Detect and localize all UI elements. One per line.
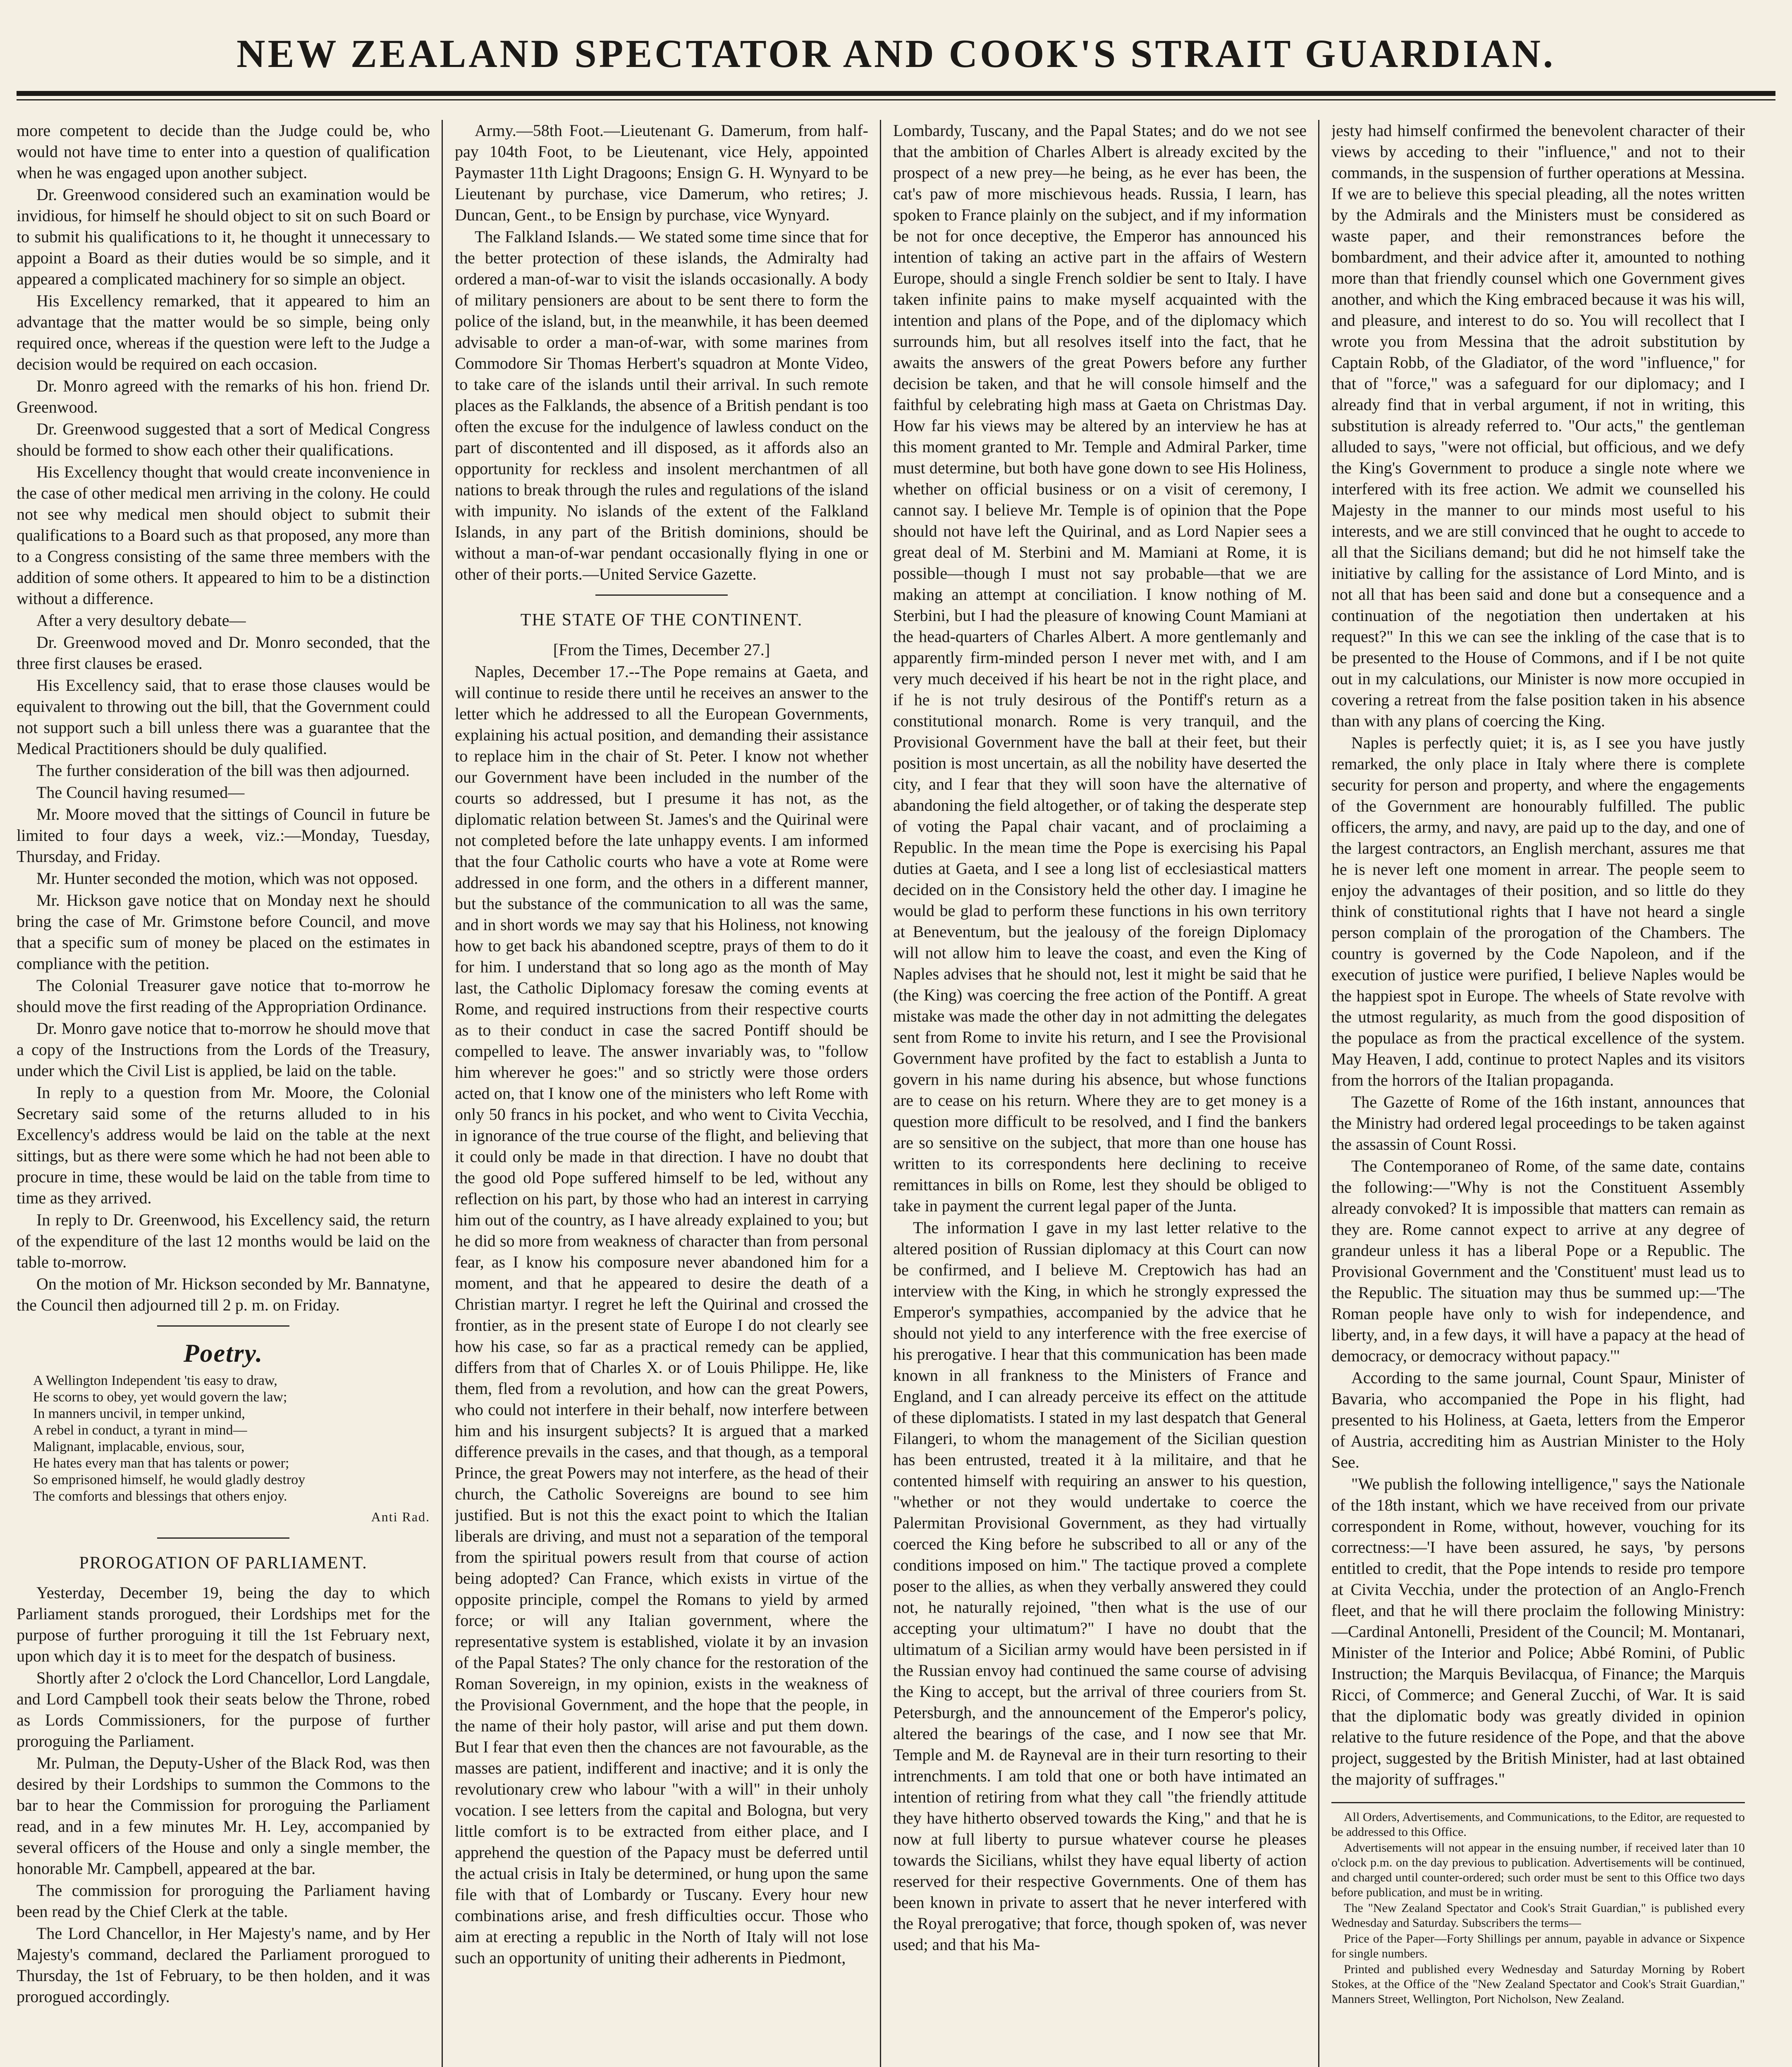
verse-line: In manners uncivil, in temper unkind, (33, 1406, 245, 1421)
article-paragraph: The further consideration of the bill was then adjourned. (36, 761, 410, 780)
article-paragraph: The Gazette of Rome of the 16th instant, announces that the Ministry had ordered legal proceedings to be taken against the assassin of Count Rossi. (1331, 1093, 1745, 1153)
article-paragraph: The Council having resumed— (36, 783, 245, 802)
column-divider (442, 120, 443, 2067)
section-heading: PROROGATION OF PARLIAMENT. (79, 1554, 368, 1573)
poetry-heading: Poetry. (183, 1339, 263, 1368)
section-heading: THE STATE OF THE CONTINENT. (520, 611, 803, 630)
article-paragraph: According to the same journal, Count Spaur, Minister of Bavaria, who accompanied the Pope in his flight, had presented to his Holiness, at Gaeta, letters from the Emperor of Austria, accrediting him as Austrian Minister to the Holy See. (1331, 1368, 1745, 1471)
article-paragraph: Dr. Greenwood considered such an examination would be invidious, for himself he should object to sit on such Board or to submit his qualifications to it, he thought it unnecessary to appoint a Board as their duties would be so simple, and it appeared a complicated machinery for so simple an object. (17, 185, 430, 288)
article-paragraph: His Excellency said, that to erase those clauses would be equivalent to throwing out the bill, that the Government could not support such a bill unless there was a guarantee that the Medical Practitioners should be duly qualified. (17, 676, 430, 758)
verse-line: The comforts and blessings that others enjoy. (33, 1489, 287, 1504)
article-paragraph: His Excellency thought that would create inconvenience in the case of other medical men arriving in the colony. He could not see why medical men should object to submit their qualifications to a Board such as that proposed, any more than to a Congress consisting of the same three members with the addition of some others. It appeared to him to be a distinction without a difference. (17, 463, 430, 608)
article-paragraph: Yesterday, December 19, being the day to which Parliament stands prorogued, their Lordships met for the purpose of further proroguing it till the 1st February next, upon which day it is to meet for the despatch of business. (17, 1583, 430, 1665)
column-divider (880, 120, 881, 2067)
article-paragraph: In reply to Dr. Greenwood, his Excellency said, the return of the expenditure of the last 12 months would be laid on the table to-morrow. (17, 1210, 430, 1271)
verse-line: He hates every man that has talents or power; (33, 1456, 289, 1471)
article-paragraph: In reply to a question from Mr. Moore, the Colonial Secretary said some of the returns alluded to in his Excellency's address would be laid on the table at the next sittings, but as there were some which he had not been able to procure in time, these would be laid on the table from time to time as they arrived. (17, 1083, 430, 1207)
notice-line: Price of the Paper—Forty Shillings per annum, payable in advance or Sixpence for single numbers. (1331, 1932, 1745, 1960)
article-paragraph: Army.—58th Foot.—Lieutenant G. Damerum, from half-pay 104th Foot, to be Lieutenant, vice Hely, appointed Paymaster 11th Light Dragoons; Ensign G. H. Wynyard to be Lieutenant by purchase, vice Damerum, who retires; J. Duncan, Gent., to be Ensign by purchase, vice Wynyard. (455, 121, 868, 224)
article-paragraph: Mr. Pulman, the Deputy-Usher of the Black Rod, was then desired by their Lordships to summon the Commons to the bar to hear the Commission for proroguing the Parliament read, and in a few minutes Mr. H. Ley, accompanied by several officers of the House and only a single member, the honorable Mr. Campbell, appeared at the bar. (17, 1754, 430, 1878)
article-paragraph: Mr. Hickson gave notice that on Monday next he should bring the case of Mr. Grimstone before Council, and move that a specific sum of money be placed on the estimates in compliance with the petition. (17, 891, 430, 973)
notice-line: The "New Zealand Spectator and Cook's Strait Guardian," is published every Wednesday and Saturday. Subscribers the terms— (1331, 1901, 1745, 1930)
column-4 (1331, 120, 1745, 2067)
notice-line: All Orders, Advertisements, and Communications, to the Editor, are requested to be addressed to this Office. (1331, 1810, 1745, 1839)
article-paragraph: After a very desultory debate— (36, 611, 246, 630)
masthead-rule-thin (17, 99, 1775, 100)
article-paragraph: Shortly after 2 o'clock the Lord Chancellor, Lord Langdale, and Lord Campbell took their seats below the Throne, robed as Lords Commissioners, for the purpose of further proroguing the Parliament. (17, 1668, 430, 1750)
article-paragraph: Dr. Greenwood moved and Dr. Monro seconded, that the three first clauses be erased. (17, 633, 430, 673)
article-paragraph: The Lord Chancellor, in Her Majesty's name, and by Her Majesty's command, declared the Parliament prorogued to Thursday, the 1st of February, to be then holden, and it was prorogued accordingly. (17, 1924, 430, 2006)
source-note: [From the Times, December 27.] (553, 640, 770, 659)
article-paragraph: more competent to decide than the Judge could be, who would not have time to enter into a question of qualification when he was engaged upon another subject. (17, 121, 430, 182)
masthead-title: NEW ZEALAND SPECTATOR AND COOK'S STRAIT GUARDIAN. (237, 31, 1555, 76)
section-separator (595, 594, 728, 596)
notice-line: Advertisements will not appear in the ensuing number, if received later than 10 o'clock p.m. on the day previous to publication. Advertisements will be continued, and charged until counter-ordered; such order must be sent to this Office two days before publication, and must be in writing. (1331, 1841, 1745, 1899)
column-2 (455, 120, 868, 2067)
article-paragraph: Mr. Moore moved that the sittings of Council in future be limited to four days a week, viz.:—Monday, Tuesday, Thursday, and Friday. (17, 805, 430, 866)
article-paragraph: Mr. Hunter seconded the motion, which was not opposed. (36, 869, 418, 888)
masthead-rule-thick (17, 91, 1775, 96)
article-paragraph: "We publish the following intelligence," says the Nationale of the 18th instant, which we have received from our private correspondent in Rome, without, however, vouching for its correctness:—'I have been assured, he says, 'by persons entitled to credit, that the Pope intends to reside pro tempore at Civita Vecchia, under the protection of an Anglo-French fleet, and that he will there proclaim the following Ministry:—Cardinal Antonelli, President of the Council; M. Montanari, Minister of the Interior and Police; Abbé Romini, of Public Instruction; the Marquis Bevilacqua, of Finance; the Marquis Ricci, of Commerce; and General Zucchi, of War. It is said that the diplomatic body was greatly divided in opinion relative to the future residence of the Pope, and that the above project, suggested by the British Minister, had at last obtained the majority of suffrages." (1331, 1475, 1745, 1788)
column-3 (893, 120, 1307, 2067)
article-paragraph: On the motion of Mr. Hickson seconded by Mr. Bannatyne, the Council then adjourned till 2 p. m. on Friday. (17, 1275, 430, 1314)
article-paragraph: The Falkland Islands.— We stated some time since that for the better protection of these islands, the Admiralty had ordered a man-of-war to visit the islands occasionally. A body of military pensioners are about to be sent there to form the police of the island, but, in the meanwhile, it has been deemed advisable to order a man-of-war, with some marines from Commodore Sir Thomas Herbert's squadron at Monte Video, to take care of the islands until their arrival. In such remote places as the Falklands, the absence of a British pendant is too often the excuse for the indulgence of lawless conduct on the part of discontented and ill disposed, as it affords also an opportunity for reckless and insolent merchantmen of all nations to break through the rules and regulations of the island with impunity. No islands of the extent of the Falkland Islands, in any part of the British dominions, should be without a man-of-war pendant occasionally flying in one or other of their ports.—United Service Gazette. (455, 227, 868, 583)
verse-line: He scorns to obey, yet would govern the law; (33, 1389, 287, 1405)
verse-line: Malignant, implacable, envious, sour, (33, 1439, 245, 1454)
verse-line: So emprisoned himself, he would gladly destroy (33, 1472, 306, 1487)
article-paragraph: Lombardy, Tuscany, and the Papal States; and do we not see that the ambition of Charles Albert is already excited by the prospect of a new prey—he being, as he ever has been, the cat's paw of more mischievous heads. Russia, I learn, has spoken to France plainly on the subject, and if my information be not for once deceptive, the Emperor has announced his intention of taking an active part in the affairs of Western Europe, should a single French soldier be sent to Italy. I have taken infinite pains to make myself acquainted with the intention and plans of the Pope, and of the diplomacy which surrounds him, but all resolves itself into the fact, that he awaits the answers of the great Powers before any further decision be taken, and that he will console himself and the faithful by celebrating high mass at Gaeta on Christmas Day. How far his views may be altered by an interview he has at this moment granted to Mr. Temple and Admiral Parker, time must determine, but both have gone down to see His Holiness, whether on official business or on a visit of ceremony, I cannot say. I believe Mr. Temple is of opinion that the Pope should not have left the Quirinal, and as Lord Napier sees a great deal of M. Sterbini and M. Mamiani at Rome, it is possible—though I must not say probable—that we are making an attempt at conciliation. I know nothing of M. Sterbini, but I had the pleasure of knowing Count Mamiani at the head-quarters of Charles Albert. A more gentlemanly and apparently firm-minded person I never met with, and I am very much deceived if his heart be not in the right place, and if he is not truly desirous of the Pontiff's return as a constitutional monarch. Rome is very tranquil, and the Provisional Government have the ball at their feet, but their position is most uncertain, as all the nobility have deserted the city, and I fear that they will soon have the alternative of abandoning the field altogether, or of taking the desperate step of voting the Papal chair vacant, and of proclaiming a Republic. In the mean time the Pope is exercising his Papal duties at Gaeta, and I see a long list of ecclesiastical matters decided on in the Consistory held the other day. I imagine he would be glad to perform these functions in his own territory at Beneventum, but the jealousy of the foreign Diplomacy will not allow him to leave the coast, and even the King of Naples advises that he should not, lest it might be said that he (the King) was coercing the free action of the Pontiff. A great mistake was made the other day in not admitting the delegates sent from Rome to invite his return, and I see the Provisional Government have profited by the fact to establish a Junta to govern in his name during his absence, but whose functions are to cease on his return. Where they are to get money is a question more difficult to be resolved, and I find the bankers are so sensitive on the subject, that more than one house has written to its correspondents here declining to receive remittances in bills on Rome, lest they should be obliged to take in payment the current legal paper of the Junta. (893, 121, 1307, 1215)
article-paragraph: Naples is perfectly quiet; it is, as I see you have justly remarked, the only place in Italy where there is complete security for person and property, and where the engagements of the Government are honourably fulfilled. The public officers, the army, and navy, are paid up to the day, and one of the largest contractors, an English merchant, assures me that he is never left one moment in arrear. The people seem to enjoy the advantages of their position, and so little do they think of constitutional rights that I have not heard a single person complain of the prorogation of the Chambers. The country is governed by the Code Napoleon, and if the execution of justice were purified, I believe Naples would be the happiest spot in Europe. The wheels of State revolve with the utmost regularity, as much from the good disposition of the populace as from the practical excellence of the system. May Heaven, I add, continue to protect Naples and its visitors from the horrors of the Italian propaganda. (1331, 733, 1745, 1089)
column-divider (1318, 120, 1319, 2067)
section-separator (157, 1325, 289, 1327)
column-1 (17, 120, 430, 2067)
notice-line: Printed and published every Wednesday and Saturday Morning by Robert Stokes, at the Office of the "New Zealand Spectator and Cook's Strait Guardian," Manners Street, Wellington, Port Nicholson, New Zealand. (1331, 1962, 1745, 2006)
article-paragraph: His Excellency remarked, that it appeared to him an advantage that the matter would be so simple, being only required once, whereas if the question were left to the Judge a decision would be required on each occasion. (17, 291, 430, 373)
verse-line: A Wellington Independent 'tis easy to draw, (33, 1373, 277, 1388)
article-paragraph: The information I gave in my last letter relative to the altered position of Russian diplomacy at this Court can now be confirmed, and I believe M. Creptowich has had an interview with the King, in which he strongly expressed the Emperor's sympathies, accompanied by the advice that he should not yield to any interference with the free exercise of his prerogative. I hear that this communication has been made known in all frankness to the Ministers of France and England, and I can already perceive its effect on the attitude of these diplomatists. I stated in my last despatch that General Filangeri, to whom the management of the Sicilian question has been entrusted, treated it à la militaire, and that he contented himself with requiring an answer to his question, "whether or not they would undertake to coerce the Palermitan Provisional Government, as they had virtually coerced the King before he subscribed to all or any of the conditions imposed on him." The tactique proved a complete poser to the allies, as when they verbally answered they could not, he naturally rejoined, "then what is the use of our accepting your ultimatum?" I have no doubt that the ultimatum of a Sicilian army would have been persisted in if the Russian envoy had continued the same course of advising the King to accept, but the arrival of three couriers from St. Petersburgh, and the announcement of the Emperor's policy, altered the bearings of the case, and I now see that Mr. Temple and M. de Rayneval are in their turn resorting to their intrenchments. I am told that one or both have intimated an intention of retiring from what they call "the friendly attitude they have hitherto observed towards the King," and that he is now at full liberty to pursue whatever course he pleases towards the Sicilians, whilst they have equal liberty of action reserved for their respective Governments. One of them has been known in private to assert that he never interfered with the Royal prerogative; that force, though spoken of, was never used; and that his Ma- (893, 1218, 1307, 1954)
publisher-notices (1331, 1802, 1745, 2007)
article-paragraph: Dr. Greenwood suggested that a sort of Medical Congress should be formed to show each other their qualifications. (17, 420, 430, 459)
article-paragraph: Dr. Monro gave notice that to-morrow he should move that a copy of the Instructions from the Lords of the Treasury, under which the Civil List is applied, be laid on the table. (17, 1019, 430, 1080)
section-separator (157, 1537, 289, 1539)
article-paragraph: jesty had himself confirmed the benevolent character of their views by acceding to their "influence," and not to their commands, in the suspension of further operations at Messina. If we are to believe this special pleading, all the notes written by the Admirals and the Ministers must be considered as waste paper, and their remonstrances before the bombardment, and their advice after it, amounted to nothing more than that friendly counsel which one Government gives another, and which the King embraced because it was his will, and pleasure, and interest to do so. You will recollect that I wrote you from Messina that the adroit substitution by Captain Robb, of the Gladiator, of the word "influence," for that of "force," was a safeguard for our diplomacy; and I already find that in verbal argument, if not in writing, this substitution is already referred to. "Our acts," the gentleman alluded to says, "were not official, but officious, and we defy the King's Government to produce a single note where we interfered with its free action. We admit we counselled his Majesty in the manner to our minds most useful to his interests, and we are still convinced that he ought to accede to all that the Sicilians demand; but did he not himself take the initiative by calling for the assistance of Lord Minto, and is not all that has been said and done but a consequence and a continuation of the negotiation then undertaken at his request?" In this we can see the inkling of the case that is to be presented to the House of Commons, and if I be not quite out in my calculations, our Minister is now more occupied in covering a retreat from the false position taken in his absence than with any plans of coercing the King. (1331, 121, 1745, 730)
article-paragraph: The commission for proroguing the Parliament having been read by the Chief Clerk at the table. (17, 1881, 430, 1921)
article-paragraph: Naples, December 17.--The Pope remains at Gaeta, and will continue to reside there until he receives an answer to the letter which he addressed to all the European Governments, explaining his actual position, and demanding their assistance to replace him in the chair of St. Peter. I know not whether our Government have been included in the number of the courts so addressed, but I presume it has not, as the diplomatic relation between St. James's and the Quirinal were not completed before the late unhappy events. I am informed that the four Catholic courts who have a vote at Rome were addressed in one form, and the others in a different manner, but the substance of the communication to all was the same, and in short words we may say that his Holiness, not knowing how to get back his abandoned sceptre, prays of them to do it for him. I understand that so long ago as the month of May last, the Catholic Diplomacy foresaw the coming events at Rome, and required instructions from their respective courts as to their conduct in case the sacred Pontiff should be compelled to leave. The answer invariably was, to "follow him wherever he goes:" and so strictly were those orders acted on, that I know one of the ministers who left Rome with only 50 francs in his pocket, and who went to Civita Vecchia, in ignorance of the true course of the flight, and believing that it could only be made in that direction. I have no doubt that the good old Pope suffered himself to be led, without any reflection on his part, by those who had an interest in carrying him out of the country, as I have already explained to you; but he did so more from weakness of character than from personal fear, as I know his composure never abandoned him for a moment, and that he appeared to desire the death of a Christian martyr. I regret he left the Quirinal and crossed the frontier, as in the present state of Europe I do not clearly see how his case, so far as a practical remedy can be applied, differs from that of Charles X. or of Louis Philippe. He, like them, fled from a revolution, and how can the great Powers, who could not interfere in their behalf, now interfere between him and his insurgent subjects? It is argued that a marked difference prevails in the cases, and that though, as a temporal Prince, the great Powers may not interfere, as the head of their church, the Catholic Sovereigns are bound to see him justified. But is not this the exact point to which the Italian liberals are driving, and must not a separation of the temporal from the spiritual powers result from that course of action being adopted? Can France, which exists in virtue of the opposite principle, compel the Romans to yield by armed force; or will any Italian government, where the representative system is established, violate it by an invasion of the Papal States? The only chance for the restoration of the Roman Sovereign, in my opinion, exists in the weakness of the Provisional Government, and the hope that the people, in the name of their holy pastor, will arise and put them down. But I fear that even then the chances are not favourable, as the masses are patient, indifferent and inactive; and it is only the revolutionary crew who labour "with a will" in their unholy vocation. I see letters from the capital and Bologna, but very little comfort is to be extracted from either place, and I apprehend the question of the Papacy must be deferred until the actual crisis in Italy be determined, or hung upon the same file with that of Lombardy or Tuscany. Every hour new combinations arise, and fresh difficulties occur. Those who aim at erecting a republic in the North of Italy will not lose such an opportunity of uniting their adherents in Piedmont, (455, 662, 868, 1967)
article-paragraph: The Colonial Treasurer gave notice that to-morrow he should move the first reading of the Appropriation Ordinance. (17, 976, 430, 1016)
verse-line: A rebel in conduct, a tyrant in mind— (33, 1423, 247, 1438)
article-paragraph: The Contemporaneo of Rome, of the same date, contains the following:—"Why is not the Constituent Assembly already convoked? It is impossible that matters can remain as they are. Rome cannot expect to arrive at any degree of grandeur unless it has a liberal Pope or a Republic. The Provisional Government and the 'Constituent' must lead us to the Republic. The situation may thus be summed up:—'The Roman people have only to wish for independence, and liberty, and, in a few days, it will have a papacy at the head of democracy, or democracy without papacy.'" (1331, 1157, 1745, 1365)
verse-author: Anti Rad. (371, 1509, 430, 1524)
article-paragraph: Dr. Monro agreed with the remarks of his hon. friend Dr. Greenwood. (17, 377, 430, 416)
